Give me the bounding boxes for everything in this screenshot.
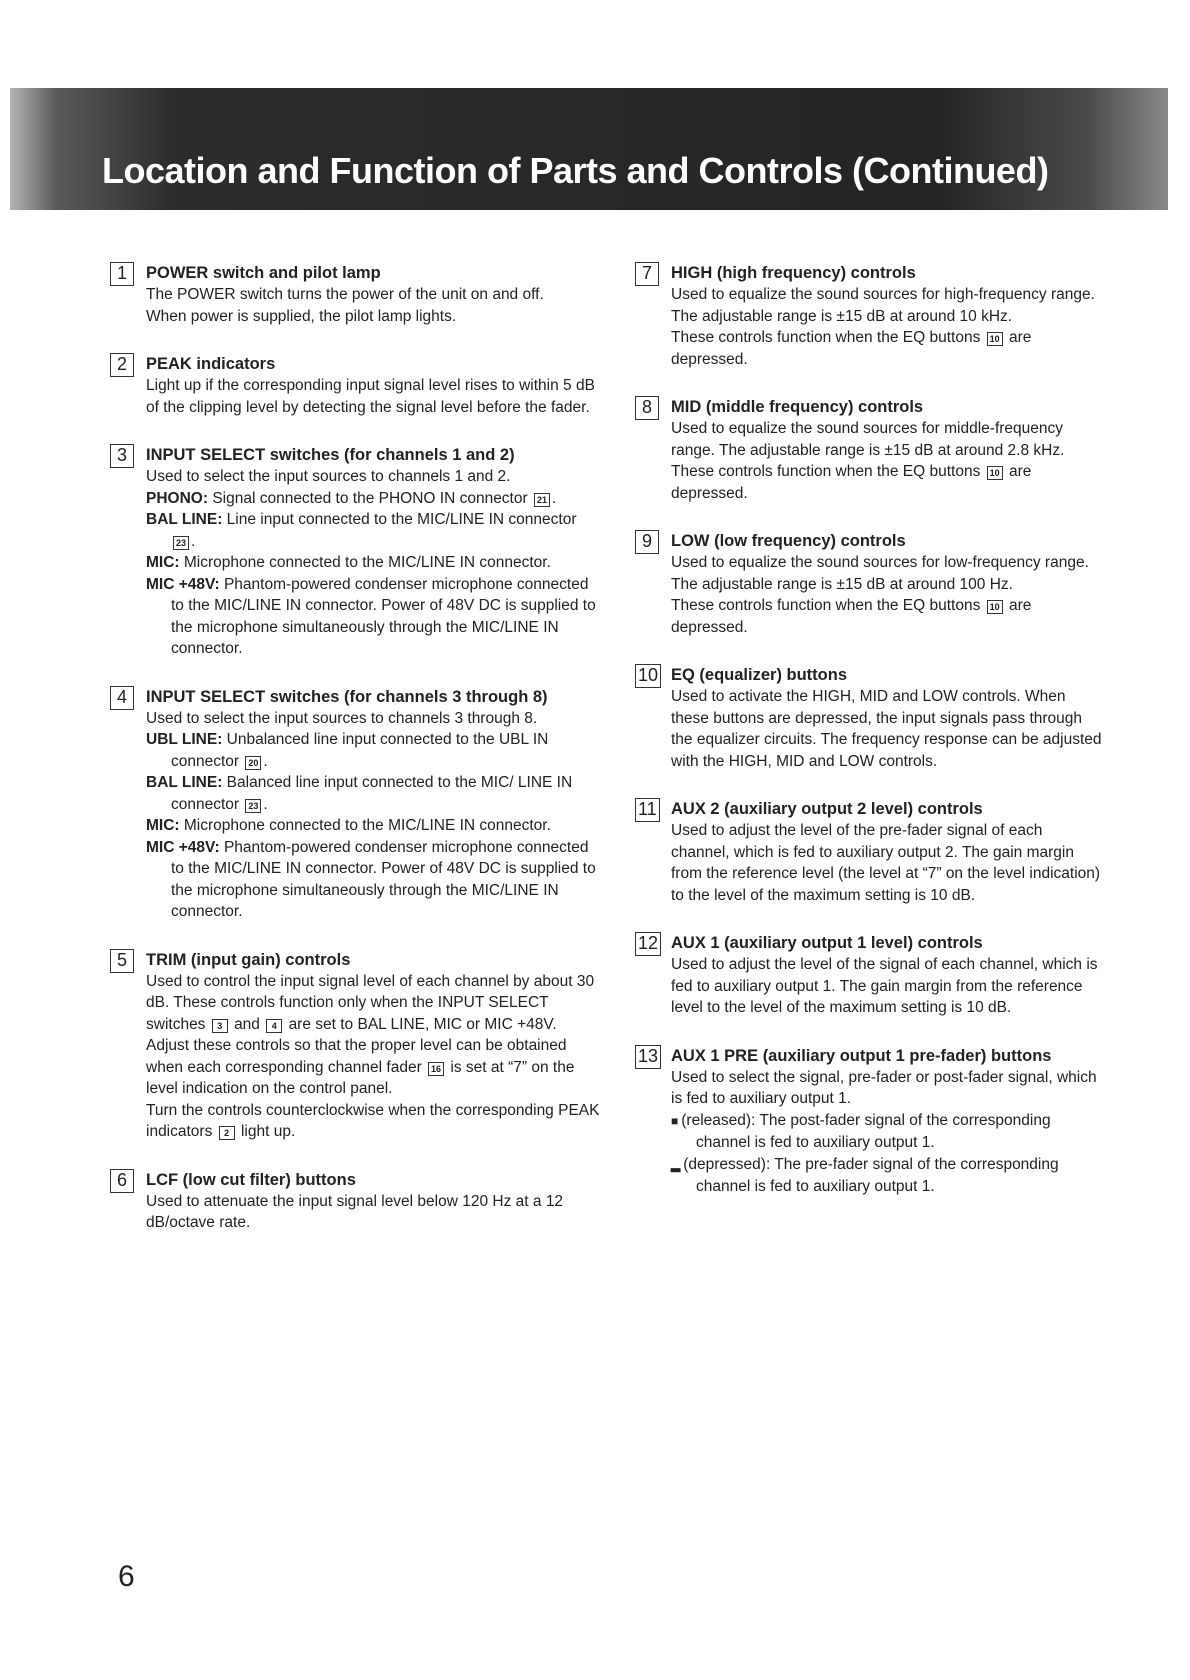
- reference-number: 23: [173, 536, 189, 550]
- section-text: [146, 1100, 600, 1143]
- reference-number: 23: [245, 799, 261, 813]
- depressed-state: [671, 1154, 1105, 1198]
- option-mic: [146, 552, 600, 574]
- section-text: Used to equalize the sound sources for middle-frequency range. The adjustable range is ±15 dB at around 2.8 kHz.: [671, 420, 1065, 459]
- section-title: AUX 1 (auxiliary output 1 level) controls: [671, 934, 983, 952]
- section-number: 6: [110, 1169, 134, 1193]
- section-text: Used to adjust the level of the pre-fader signal of each channel, which is fed to auxiliary output 2. The gain margin from the reference level (the level at “7” on the level indication) to the level of the maximum setting is 10 dB.: [671, 822, 1101, 904]
- section-text: [146, 971, 600, 1036]
- section-text: Used to attenuate the input signal level below 120 Hz at a 12 dB/octave rate.: [146, 1192, 564, 1231]
- section-peak-indicators: [110, 353, 600, 418]
- reference-number: 2: [219, 1126, 235, 1140]
- option-bal-line: BAL LINE: Line input connected to the MIC/LINE IN connector 23 .: [146, 511, 577, 550]
- section-eq-buttons: [635, 664, 1105, 772]
- section-input-select-1-2: [110, 444, 600, 660]
- reference-number: 10: [987, 466, 1003, 480]
- right-column: [635, 262, 1105, 1224]
- section-title: INPUT SELECT switches (for channels 1 and 2): [146, 446, 515, 464]
- section-text: Used to adjust the level of the signal of each channel, which is fed to auxiliary output 1. The gain margin from the reference level to the level of the maximum setting is 10 dB.: [671, 956, 1098, 1016]
- option-text: (depressed): The pre-fader signal of the corresponding channel is fed to auxiliary output 1.: [683, 1155, 1059, 1195]
- text-run: are set to BAL LINE, MIC or MIC +48V.: [288, 1015, 557, 1033]
- section-text: Used to select the input sources to channels 3 through 8.: [146, 709, 538, 727]
- section-title: PEAK indicators: [146, 355, 276, 373]
- text-run: These controls function when the EQ buttons: [671, 597, 981, 614]
- section-text: Used to activate the HIGH, MID and LOW controls. When these buttons are depressed, the input signals pass through the equalizer circuits. The frequency response can be adjusted with the HIGH, MID and LOW controls.: [671, 688, 1102, 770]
- option-label: MIC +48V:: [146, 575, 220, 593]
- section-title: LCF (low cut filter) buttons: [146, 1170, 356, 1189]
- section-text: Light up if the corresponding input signal level rises to within 5 dB of the clipping level by detecting the signal level before the fader.: [146, 377, 595, 416]
- section-title: AUX 2 (auxiliary output 2 level) controls: [671, 800, 983, 818]
- section-number: 7: [635, 262, 659, 286]
- option-text: Balanced line input connected to the MIC/ LINE IN connector: [171, 774, 573, 813]
- section-text: Used to select the input sources to channels 1 and 2.: [146, 468, 511, 485]
- section-number: 10: [635, 664, 661, 688]
- section-text: The POWER switch turns the power of the unit on and off.: [146, 286, 544, 303]
- option-bal-line: BAL LINE: Balanced line input connected to the MIC/ LINE IN connector 23 .: [146, 774, 573, 813]
- section-title: MID (middle frequency) controls: [671, 398, 924, 416]
- option-label: UBL LINE:: [146, 731, 223, 748]
- option-phono: PHONO: Signal connected to the PHONO IN connector 21 .: [146, 489, 557, 507]
- section-text: [671, 595, 1105, 638]
- text-run: light up.: [240, 1123, 296, 1140]
- section-text: [671, 327, 1105, 370]
- released-state: [671, 1110, 1105, 1154]
- option-text: Microphone connected to the MIC/LINE IN connector.: [183, 817, 551, 834]
- section-lcf-buttons: [110, 1169, 600, 1234]
- section-aux2-controls: [635, 798, 1105, 906]
- section-number: 5: [110, 949, 134, 973]
- section-number: 9: [635, 530, 659, 554]
- section-number: 1: [110, 262, 134, 286]
- reference-number: 4: [266, 1019, 282, 1033]
- section-text: When power is supplied, the pilot lamp lights.: [146, 307, 457, 325]
- option-text: Phantom-powered condenser microphone connected to the MIC/LINE IN connector. Power of 48V DC is supplied to the microphone simultaneously through the MIC/LINE IN connector.: [171, 575, 596, 657]
- section-number: 12: [635, 932, 661, 956]
- section-title: TRIM (input gain) controls: [146, 950, 351, 969]
- section-input-select-3-8: [110, 686, 600, 923]
- option-text: Unbalanced line input connected to the UBL IN connector: [171, 731, 549, 770]
- section-title: POWER switch and pilot lamp: [146, 264, 381, 282]
- left-column: [110, 262, 600, 1260]
- option-label: BAL LINE:: [146, 774, 223, 791]
- section-aux1-controls: [635, 932, 1105, 1019]
- section-text: [146, 1035, 600, 1100]
- reference-number: 10: [987, 332, 1003, 346]
- text-run: are depressed.: [671, 597, 1032, 636]
- section-text: Used to select the signal, pre-fader or post-fader signal, which is fed to auxiliary output 1.: [671, 1068, 1097, 1107]
- option-text: Signal connected to the PHONO IN connector: [212, 489, 528, 507]
- option-mic-48v: [146, 837, 600, 923]
- section-aux1-pre-buttons: [635, 1045, 1105, 1198]
- section-trim-controls: [110, 949, 600, 1143]
- section-number: 8: [635, 396, 659, 420]
- option-text: (released): The post-fader signal of the corresponding channel is fed to auxiliary output 1.: [681, 1111, 1051, 1151]
- reference-number: 20: [245, 756, 261, 770]
- reference-number: 3: [212, 1019, 228, 1033]
- page-title: Location and Function of Parts and Controls (Continued): [102, 150, 1049, 191]
- section-power-switch: [110, 262, 600, 327]
- button-depressed-icon: ▂: [671, 1157, 681, 1172]
- section-title: EQ (equalizer) buttons: [671, 666, 848, 684]
- button-released-icon: ■: [671, 1113, 679, 1128]
- text-run: Turn the controls counterclockwise when the corresponding PEAK indicators: [146, 1101, 600, 1140]
- section-text: Used to equalize the sound sources for high-frequency range. The adjustable range is ±15 dB at around 10 kHz.: [671, 286, 1095, 325]
- section-number: 2: [110, 353, 134, 377]
- text-run: Used to control the input signal level of each channel by about 30 dB. These controls function only when the INPUT SELECT switches: [146, 972, 595, 1033]
- option-label: BAL LINE:: [146, 511, 223, 528]
- option-ubl-line: UBL LINE: Unbalanced line input connected to the UBL IN connector 20 .: [146, 731, 549, 770]
- option-text: Line input connected to the MIC/LINE IN connector: [226, 511, 577, 528]
- section-title: AUX 1 PRE (auxiliary output 1 pre-fader) buttons: [671, 1046, 1052, 1065]
- section-text: [671, 461, 1105, 504]
- option-mic: [146, 815, 600, 837]
- section-number: 4: [110, 686, 134, 710]
- text-run: These controls function when the EQ buttons: [671, 329, 981, 346]
- option-label: MIC +48V:: [146, 838, 220, 856]
- reference-number: 16: [428, 1062, 444, 1076]
- option-label: MIC:: [146, 817, 180, 834]
- text-run: are depressed.: [671, 463, 1032, 502]
- reference-number: 10: [987, 600, 1003, 614]
- section-title: INPUT SELECT switches (for channels 3 through 8): [146, 687, 548, 706]
- section-mid-controls: [635, 396, 1105, 504]
- page-number: 6: [118, 1560, 135, 1593]
- header-banner: [10, 88, 1168, 210]
- section-number: 11: [635, 798, 660, 822]
- text-run: and: [234, 1015, 260, 1033]
- reference-number: 21: [534, 493, 550, 507]
- option-label: PHONO:: [146, 489, 208, 507]
- option-label: MIC:: [146, 554, 180, 571]
- section-title: LOW (low frequency) controls: [671, 532, 906, 550]
- text-run: are depressed.: [671, 329, 1032, 368]
- section-number: 3: [110, 444, 134, 468]
- option-text: Microphone connected to the MIC/LINE IN connector.: [183, 554, 551, 571]
- text-run: is set at “7” on the level indication on the control panel.: [146, 1058, 575, 1097]
- section-text: Used to equalize the sound sources for low-frequency range. The adjustable range is ±15 dB at around 100 Hz.: [671, 554, 1089, 593]
- text-run: These controls function when the EQ buttons: [671, 463, 981, 480]
- section-high-controls: [635, 262, 1105, 370]
- section-number: 13: [635, 1045, 661, 1069]
- option-mic-48v: [146, 574, 600, 660]
- option-text: Phantom-powered condenser microphone connected to the MIC/LINE IN connector. Power of 48V DC is supplied to the microphone simultaneously through the MIC/LINE IN connector.: [171, 838, 596, 920]
- section-low-controls: [635, 530, 1105, 638]
- text-run: Adjust these controls so that the proper level can be obtained when each corresponding channel fader: [146, 1037, 567, 1076]
- section-title: HIGH (high frequency) controls: [671, 264, 916, 282]
